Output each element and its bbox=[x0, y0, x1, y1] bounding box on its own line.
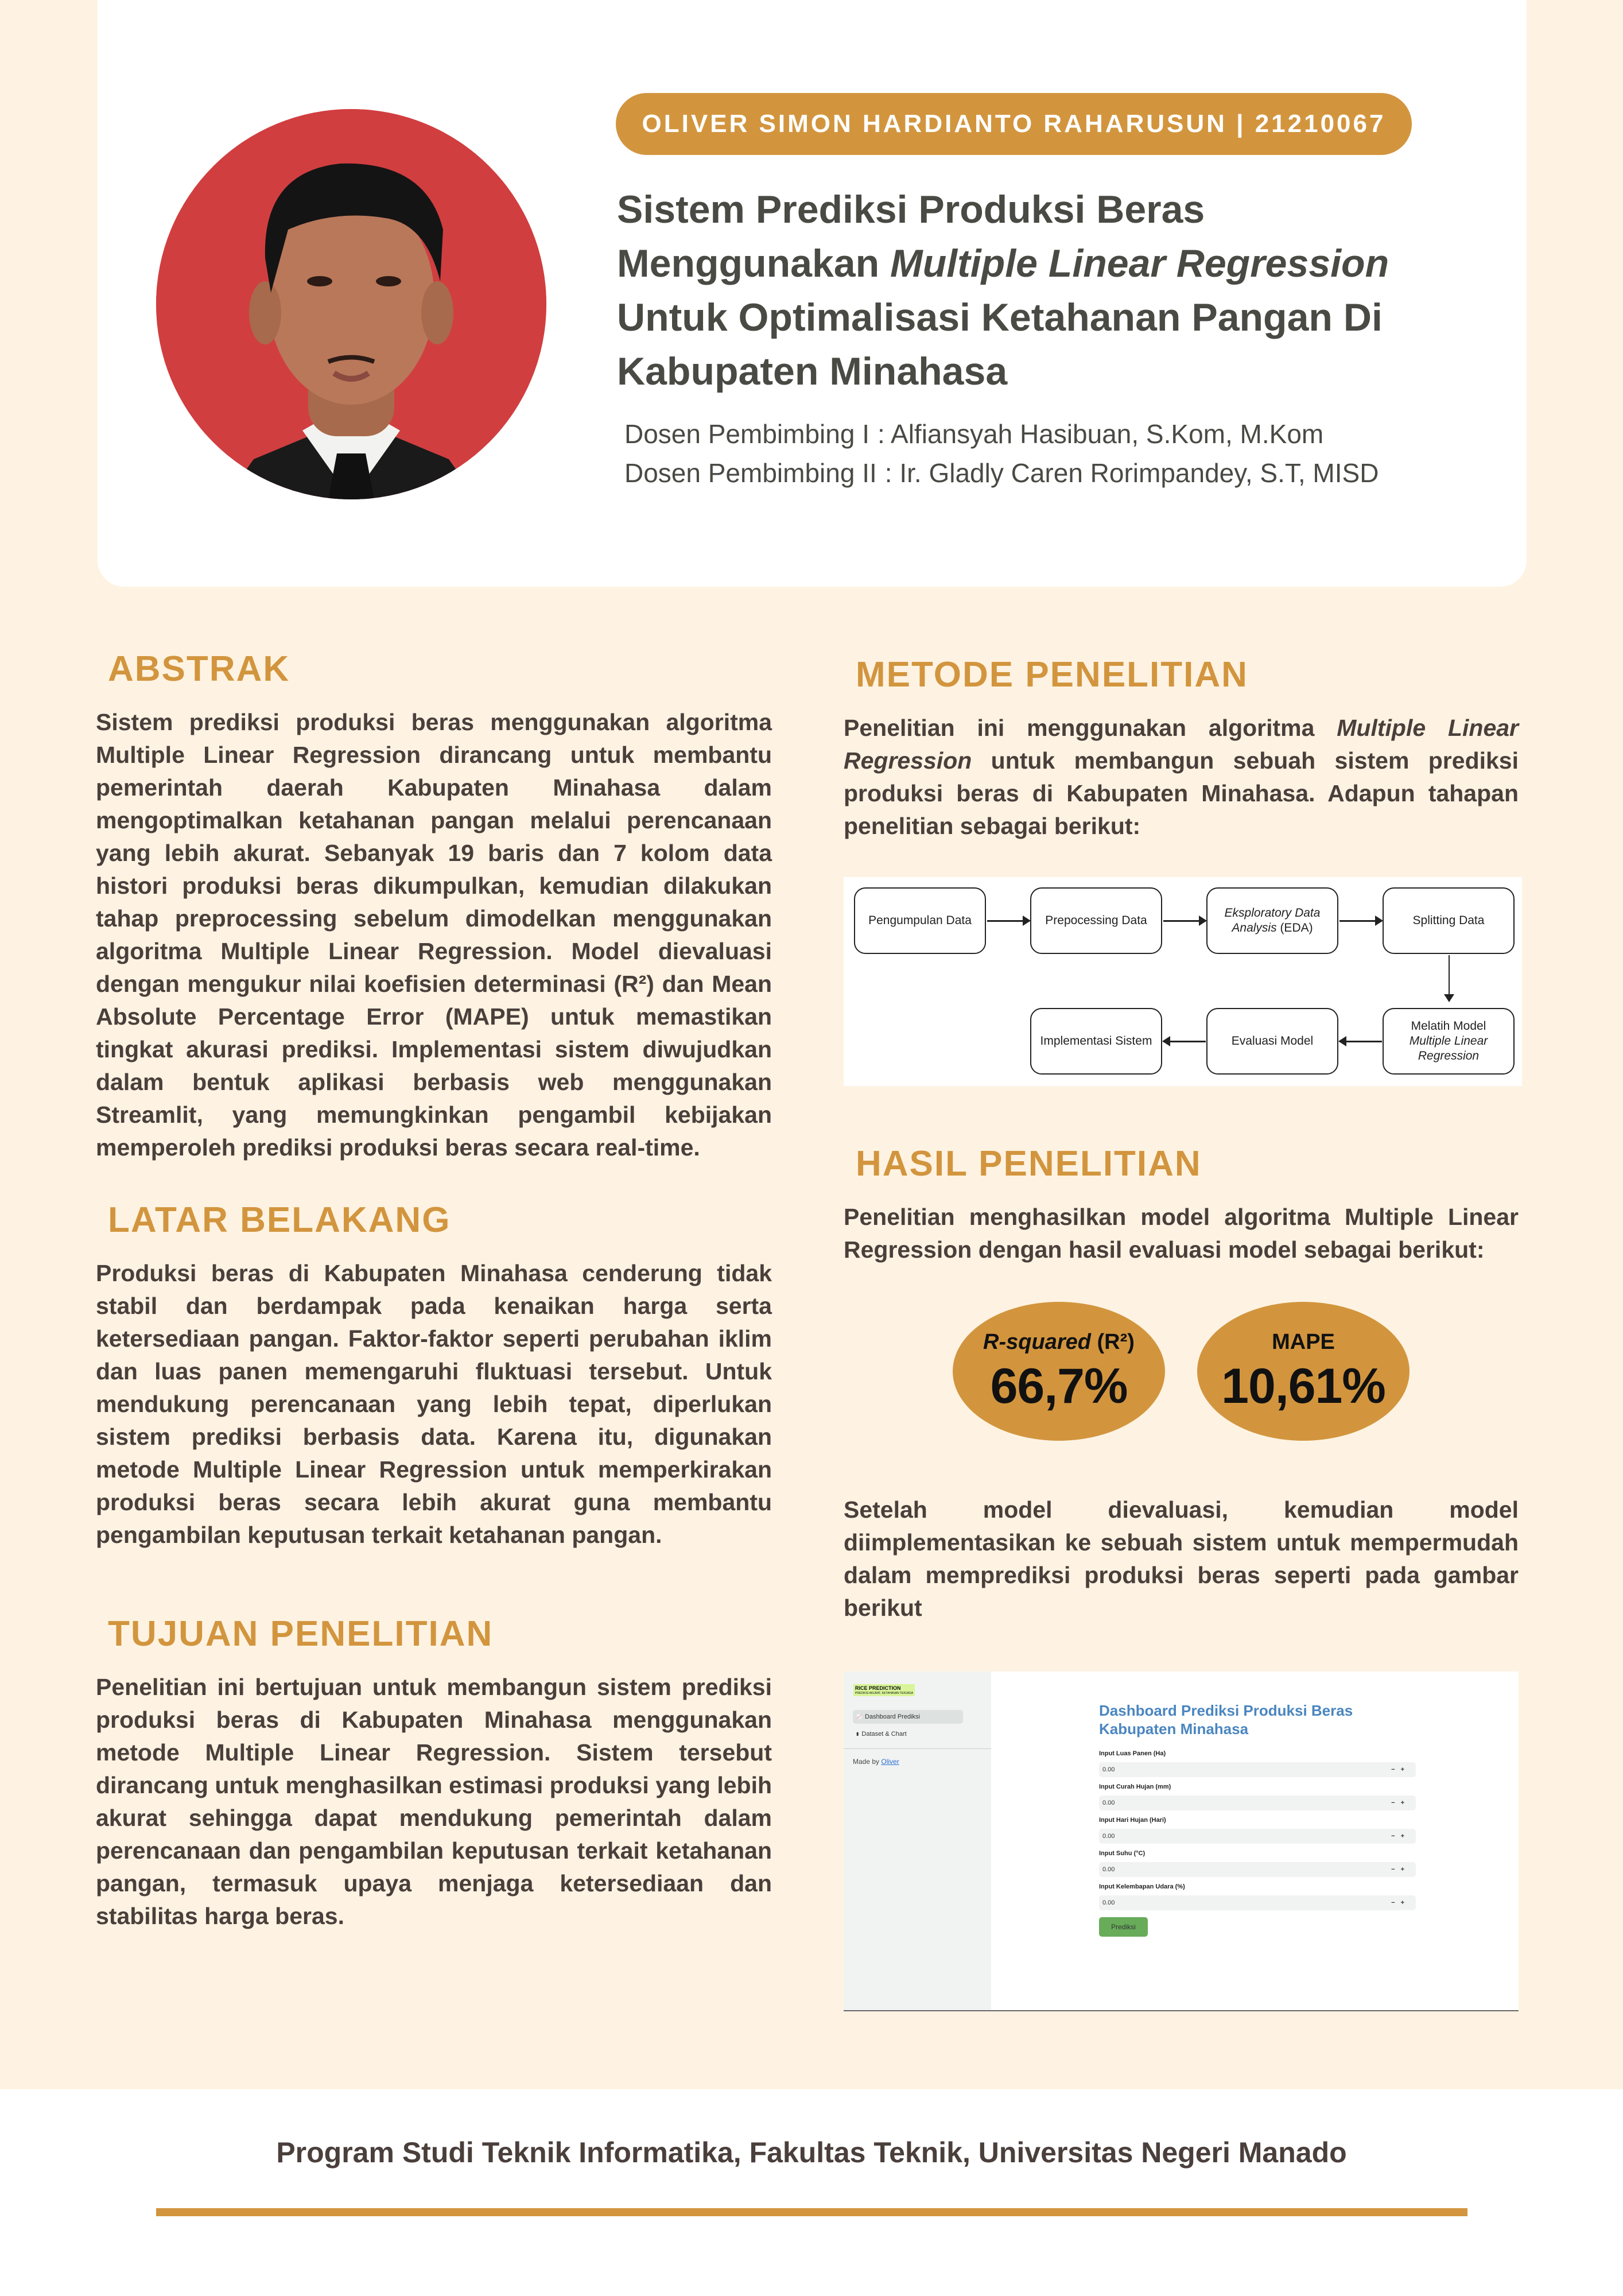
metric-mape bbox=[1197, 1302, 1410, 1441]
app-title bbox=[1099, 1701, 1420, 1738]
app-title-line2: Kabupaten Minahasa bbox=[1099, 1720, 1249, 1737]
flow-training-line1: Melatih Model bbox=[1411, 1019, 1486, 1033]
metric-r-squared bbox=[953, 1302, 1165, 1441]
flow-step-preprocessing: Prepocessing Data bbox=[1030, 887, 1162, 954]
latar-belakang-text: Produksi beras di Kabupaten Minahasa cenderung tidak stabil dan berdampak pada kenaikan harga serta ketersediaan pangan. Faktor-faktor seperti perubahan iklim dan luas panen memengaruhi fluktuasi tersebut. Untuk mendukung perencanaan yang lebih tepat, diperlukan sistem prediksi berbasis data. Karena itu, digunakan metode Multiple Linear Regression untuk memperkirakan produksi beras secara lebih akurat guna membantu pengambilan keputusan terkait ketahanan pangan. bbox=[96, 1260, 772, 1548]
author-photo bbox=[156, 109, 546, 499]
flow-eda-abbr: (EDA) bbox=[1280, 921, 1313, 934]
nav-label: Dashboard Prediksi bbox=[864, 1713, 920, 1720]
made-by bbox=[853, 1758, 899, 1766]
metric-label-italic: R-squared bbox=[983, 1330, 1091, 1354]
flow-eda-line1: Eksploratory Data bbox=[1224, 906, 1321, 920]
metode-text-italic: Multiple Linear Regression bbox=[844, 715, 1519, 774]
advisor-2 bbox=[624, 453, 1520, 492]
app-title-line1: Dashboard Prediksi Produksi Beras bbox=[1099, 1702, 1353, 1719]
title-line-4: Kabupaten Minahasa bbox=[617, 350, 1008, 393]
flow-arrow bbox=[1163, 920, 1206, 922]
advisor-label: Dosen Pembimbing I bbox=[624, 419, 869, 449]
flow-training-line2: Multiple Linear Regression bbox=[1409, 1034, 1488, 1062]
tujuan-text: Penelitian ini bertujuan untuk membangun sistem prediksi produksi beras di Kabupaten Minahasa menggunakan metode Multiple Linear Regression. Sistem tersebut dirancang untuk menghasilkan estimasi produksi yang lebih akurat sehingga dapat mendukung pemerintah dalam perencanaan dan pengambilan keputusan terkait ketahanan pangan, termasuk upaya menjaga ketersediaan dan stabilitas harga beras. bbox=[96, 1674, 772, 1929]
input-hari-hujan[interactable] bbox=[1099, 1829, 1416, 1844]
title-line-2-italic: Multiple Linear Regression bbox=[890, 242, 1389, 285]
title-line-2-prefix: Menggunakan bbox=[617, 242, 891, 285]
field-label-kelembapan: Input Kelembapan Udara (%) bbox=[1099, 1883, 1185, 1890]
prediksi-button[interactable]: Prediksi bbox=[1099, 1917, 1148, 1937]
input-suhu[interactable] bbox=[1099, 1862, 1416, 1877]
input-value: 0.00 bbox=[1102, 1833, 1115, 1840]
right-column bbox=[844, 654, 1519, 2011]
app-main bbox=[1099, 1701, 1420, 1937]
flow-eda-line2: Analysis bbox=[1232, 921, 1277, 934]
stepper-buttons[interactable]: −+ bbox=[1391, 1899, 1410, 1906]
title-line-1: Sistem Prediksi Produksi Beras bbox=[617, 188, 1205, 231]
metode-heading: METODE PENELITIAN bbox=[856, 655, 1248, 695]
metric-label bbox=[983, 1329, 1135, 1355]
title-line-3: Untuk Optimalisasi Ketahanan Pangan Di bbox=[617, 296, 1383, 339]
field-label-hari-hujan: Input Hari Hujan (Hari) bbox=[1099, 1817, 1166, 1824]
metode-text bbox=[844, 712, 1519, 843]
stepper-buttons[interactable]: −+ bbox=[1391, 1866, 1410, 1873]
flow-step-eda bbox=[1206, 887, 1338, 954]
chart-icon: 📈 bbox=[856, 1714, 862, 1719]
input-value: 0.00 bbox=[1102, 1766, 1115, 1773]
poster-title bbox=[617, 183, 1524, 398]
input-value: 0.00 bbox=[1102, 1899, 1115, 1906]
advisor-name: : Ir. Gladly Caren Rorimpandey, S.T, MISD bbox=[884, 458, 1379, 488]
footer-divider bbox=[156, 2208, 1467, 2216]
app-screenshot bbox=[844, 1671, 1519, 2011]
metric-value: 10,61% bbox=[1221, 1359, 1385, 1414]
abstrak-text: Sistem prediksi produksi beras menggunakan algoritma Multiple Linear Regression dirancang untuk membantu pemerintah daerah Kabupaten Minahasa dalam mengoptimalkan ketahanan pangan melalui perencanaan yang lebih akurat. Sebanyak 19 baris dan 7 kolom data histori produksi beras dikumpulkan, kemudian dilakukan tahap preprocessing sebelum dimodelkan menggunakan algoritma Multiple Linear Regression. Model dievaluasi dengan mengukur nilai koefisien determinasi (R²) dan Mean Absolute Percentage Error (MAPE) untuk memastikan tingkat akurasi prediksi. Implementasi sistem diwujudkan dalam bentuk aplikasi berbasis web menggunakan Streamlit, yang memungkinkan pengambil kebijakan memperoleh prediksi produksi beras secara real-time. bbox=[96, 709, 772, 1161]
latar-belakang-heading: LATAR BELAKANG bbox=[108, 1200, 451, 1240]
flow-arrow-down bbox=[1449, 955, 1450, 1001]
made-by-prefix: Made by bbox=[853, 1758, 882, 1766]
flow-step-training bbox=[1383, 1008, 1515, 1075]
abstrak-heading: ABSTRAK bbox=[108, 649, 290, 689]
bar-chart-icon: ▮ bbox=[856, 1731, 859, 1736]
advisor-label: Dosen Pembimbing II bbox=[624, 458, 877, 488]
flow-step-evaluasi: Evaluasi Model bbox=[1206, 1008, 1338, 1075]
flow-step-implementasi: Implementasi Sistem bbox=[1030, 1008, 1162, 1075]
app-sidebar bbox=[844, 1671, 991, 2010]
left-column bbox=[96, 649, 772, 1933]
flow-step-splitting: Splitting Data bbox=[1383, 887, 1515, 954]
flow-step-pengumpulan: Pengumpulan Data bbox=[854, 887, 986, 954]
app-logo-text: RICE PREDICTION bbox=[855, 1685, 901, 1691]
metrics-row bbox=[844, 1302, 1519, 1441]
input-curah-hujan[interactable] bbox=[1099, 1795, 1416, 1810]
nav-label: Dataset & Chart bbox=[861, 1731, 907, 1737]
nav-dataset-chart[interactable] bbox=[853, 1727, 963, 1741]
author-badge: OLIVER SIMON HARDIANTO RAHARUSUN | 21210067 bbox=[616, 93, 1412, 155]
portrait-icon bbox=[156, 109, 546, 499]
metode-text-prefix: Penelitian ini menggunakan algoritma bbox=[844, 715, 1337, 741]
input-value: 0.00 bbox=[1102, 1799, 1115, 1806]
field-label-luas-panen: Input Luas Panen (Ha) bbox=[1099, 1750, 1166, 1757]
advisor-name: : Alfiansyah Hasibuan, S.Kom, M.Kom bbox=[877, 419, 1324, 449]
input-kelembapan[interactable] bbox=[1099, 1895, 1416, 1910]
advisors bbox=[624, 414, 1520, 492]
input-luas-panen[interactable] bbox=[1099, 1762, 1416, 1777]
hasil-heading: HASIL PENELITIAN bbox=[856, 1144, 1202, 1184]
stepper-buttons[interactable]: −+ bbox=[1391, 1833, 1410, 1840]
stepper-buttons[interactable]: −+ bbox=[1391, 1799, 1410, 1806]
metric-label-suffix: (R²) bbox=[1090, 1330, 1135, 1354]
field-label-suhu: Input Suhu (°C) bbox=[1099, 1850, 1146, 1857]
input-value: 0.00 bbox=[1102, 1866, 1115, 1873]
flow-arrow bbox=[1163, 1041, 1206, 1042]
title-line-2 bbox=[617, 236, 1524, 290]
app-logo-tagline: PREDIKSI AKURAT, KETAHANAN TERJAGA bbox=[855, 1692, 914, 1695]
flow-arrow bbox=[1339, 1041, 1382, 1042]
advisor-1 bbox=[624, 414, 1520, 453]
hasil-text: Penelitian menghasilkan model algoritma Multiple Linear Regression dengan hasil evaluasi model sebagai berikut: bbox=[844, 1204, 1519, 1263]
stepper-buttons[interactable]: −+ bbox=[1391, 1766, 1410, 1773]
nav-dashboard-prediksi[interactable] bbox=[853, 1710, 963, 1724]
footer bbox=[0, 2089, 1623, 2296]
metode-text-suffix: untuk membangun sebuah sistem prediksi produksi beras di Kabupaten Minahasa. Adapun tahapan penelitian sebagai berikut: bbox=[844, 747, 1519, 839]
flow-arrow bbox=[987, 920, 1030, 922]
hasil-text-2: Setelah model dievaluasi, kemudian model diimplementasikan ke sebuah sistem untuk mempermudah dalam memprediksi produksi beras seperti pada gambar berikut bbox=[844, 1496, 1519, 1621]
flow-arrow bbox=[1339, 920, 1382, 922]
metric-value: 66,7% bbox=[990, 1359, 1128, 1414]
sidebar-divider bbox=[844, 1748, 991, 1749]
field-label-curah-hujan: Input Curah Hujan (mm) bbox=[1099, 1783, 1171, 1790]
research-flow-diagram bbox=[844, 877, 1522, 1086]
made-by-link[interactable]: Oliver bbox=[881, 1758, 899, 1766]
footer-text: Program Studi Teknik Informatika, Fakultas Teknik, Universitas Negeri Manado bbox=[276, 2136, 1347, 2169]
app-logo bbox=[853, 1684, 915, 1696]
tujuan-heading: TUJUAN PENELITIAN bbox=[108, 1614, 494, 1654]
metric-label: MAPE bbox=[1272, 1330, 1335, 1354]
